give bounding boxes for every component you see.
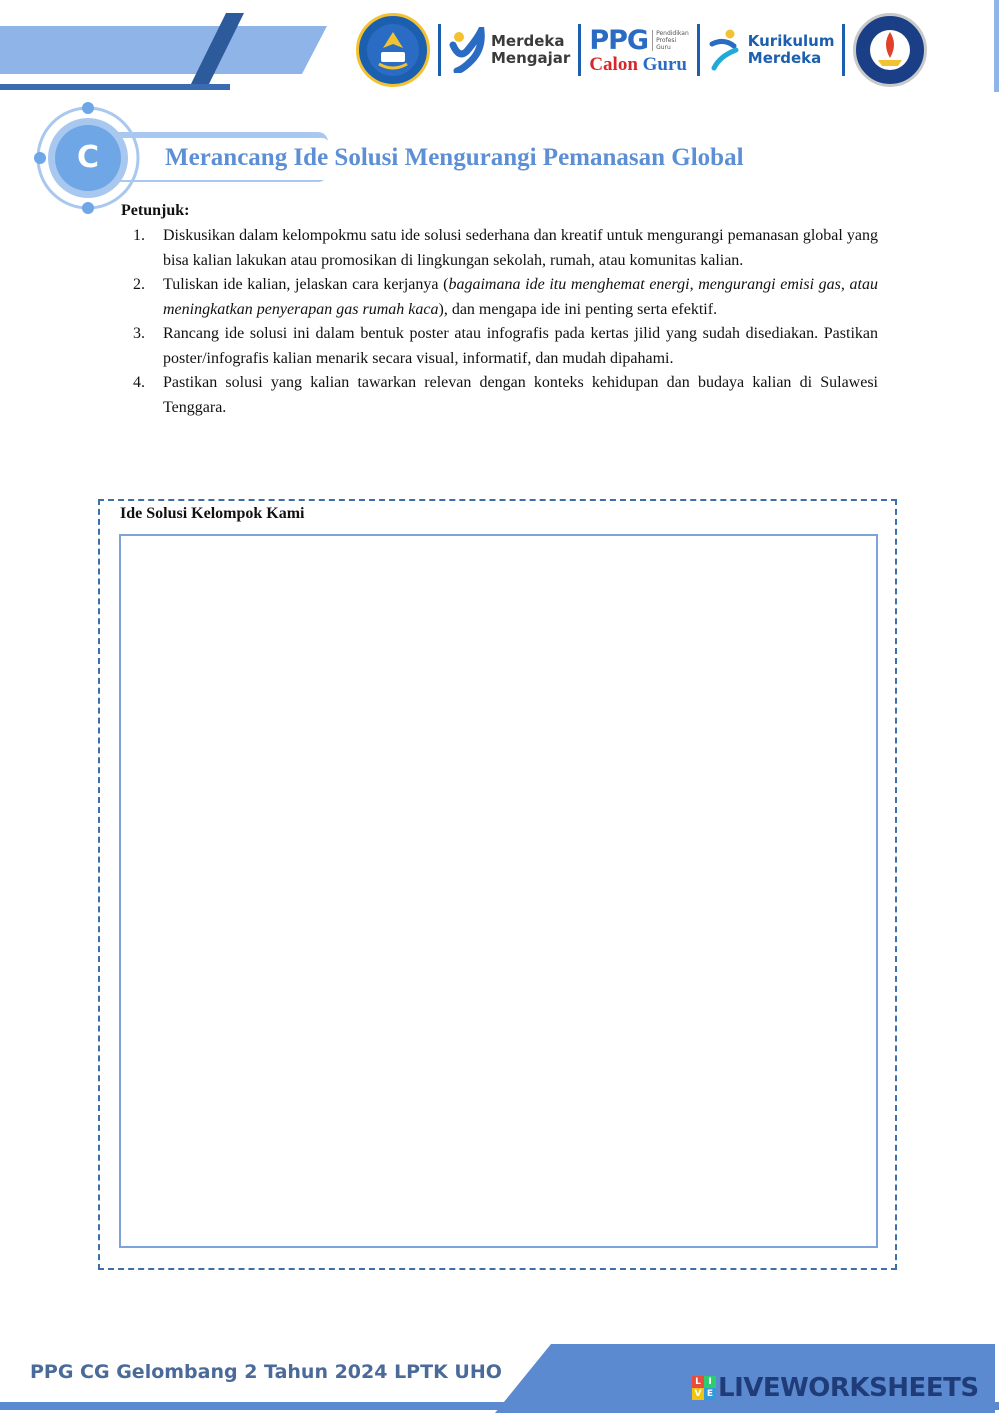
kurikulum-merdeka-logo — [708, 28, 835, 72]
ppg-calon-guru-logo — [589, 24, 689, 75]
instruction-text: ), dan mengapa ide ini penting serta efektif. — [438, 300, 718, 318]
lw-letter: V — [692, 1388, 704, 1400]
tut-wuri-emblem-icon — [365, 22, 421, 78]
instructions-list — [121, 224, 878, 420]
instruction-item — [121, 224, 878, 273]
liveworksheets-icon — [692, 1376, 716, 1400]
instruction-italic-text: bagaimana ide itu menghemat energi, mengurangi emisi gas, atau meningkatkan penyerapan gas rumah kaca — [163, 276, 879, 318]
kurikulum-merdeka-line2: Merdeka — [747, 49, 822, 67]
footer-text: PPG CG Gelombang 2 Tahun 2024 LPTK UHO — [30, 1361, 502, 1383]
instruction-number: 1. — [133, 227, 145, 244]
instruction-text: Rancang ide solusi ini dalam bentuk poster atau infografis pada kertas jilid yang sudah disediakan. Pastikan poster/infografis kalian menarik secara visual, informatif, dan mudah dipahami. — [163, 325, 878, 367]
logo-separator — [697, 24, 700, 76]
liveworksheets-logo[interactable] — [692, 1373, 979, 1403]
instruction-number: 4. — [133, 374, 145, 391]
logo-separator — [842, 24, 845, 76]
instruction-text: Tuliskan ide kalian, jelaskan cara kerjanya ( — [163, 276, 449, 293]
instruction-number: 2. — [133, 276, 145, 293]
instruction-text: Pastikan solusi yang kalian tawarkan relevan dengan konteks kehidupan dan budaya kalian di Sulawesi Tenggara. — [163, 374, 878, 416]
kurikulum-merdeka-line1: Kurikulum — [747, 32, 835, 50]
section-letter: C — [76, 140, 100, 175]
instruction-text: Diskusikan dalam kelompokmu satu ide solusi sederhana dan kreatif untuk mengurangi pemanasan global yang bisa kalian lakukan atau promosikan di lingkungan sekolah, rumah, atau komunitas kalian. — [163, 227, 878, 269]
ppg-subtitle-line: Profesi — [656, 36, 677, 44]
ppg-subtitle — [652, 30, 689, 51]
ppg-calon: Calon — [589, 53, 638, 75]
section-title: Merancang Ide Solusi Mengurangi Pemanasan Global — [165, 144, 744, 171]
merdeka-mengajar-line1: Merdeka — [491, 32, 565, 50]
lw-letter: I — [704, 1376, 716, 1388]
logo-separator — [438, 24, 441, 76]
lw-letter: E — [704, 1388, 716, 1400]
answer-label: Ide Solusi Kelompok Kami — [120, 505, 305, 522]
kurikulum-merdeka-icon — [708, 28, 742, 72]
partner-logos — [356, 12, 927, 88]
merdeka-mengajar-icon — [449, 27, 485, 73]
merdeka-mengajar-logo — [449, 27, 570, 73]
lw-letter: L — [692, 1376, 704, 1388]
footer — [0, 1330, 999, 1413]
tut-wuri-handayani-logo — [356, 13, 430, 87]
instruction-number: 3. — [133, 325, 145, 342]
merdeka-mengajar-line2: Mengajar — [491, 49, 571, 67]
universitas-halu-oleo-logo — [853, 13, 927, 87]
answer-input-box[interactable] — [119, 534, 878, 1248]
ppg-subtitle-line: Guru — [656, 43, 671, 51]
logo-separator — [578, 24, 581, 76]
answer-section — [98, 499, 897, 1270]
instruction-item — [121, 371, 878, 420]
ppg-guru: Guru — [642, 53, 687, 75]
instructions-heading: Petunjuk: — [121, 202, 190, 219]
uho-emblem-icon — [858, 18, 922, 82]
instruction-item — [121, 322, 878, 371]
ppg-subtitle-line: Pendidikan — [656, 29, 689, 37]
ppg-acronym: PPG — [589, 24, 649, 56]
instruction-item — [121, 273, 878, 322]
liveworksheets-brand: LIVEWORKSHEETS — [718, 1373, 979, 1403]
